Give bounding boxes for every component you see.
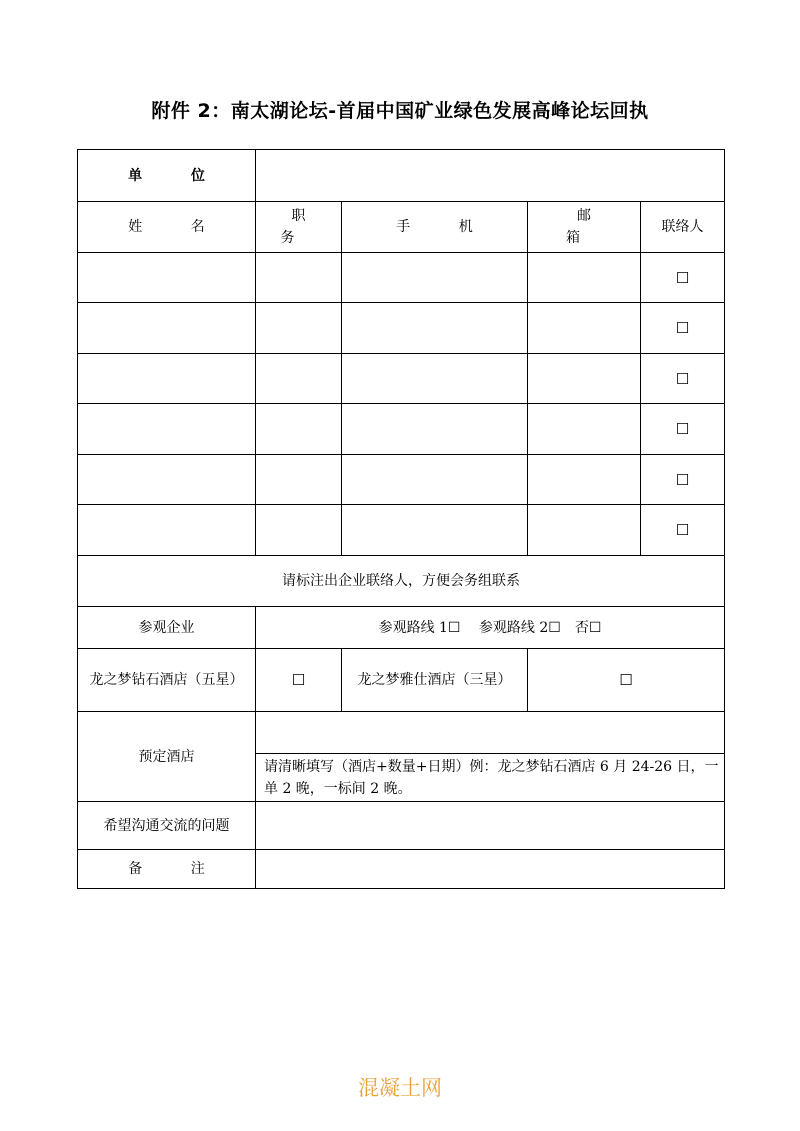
position-cell[interactable] <box>256 404 342 455</box>
position-cell[interactable] <box>256 303 342 354</box>
contact-checkbox[interactable]: ☐ <box>641 505 725 556</box>
mobile-cell[interactable] <box>342 404 528 455</box>
document-title: 附件 2：南太湖论坛-首届中国矿业绿色发展高峰论坛回执 <box>151 100 649 122</box>
mobile-cell[interactable] <box>342 253 528 303</box>
watermark-logo: 混凝土网 <box>358 1076 442 1100</box>
questions-input-cell[interactable] <box>256 802 725 850</box>
visit-row <box>78 607 725 649</box>
attendee-row <box>78 253 725 303</box>
visit-options[interactable]: 参观路线 1☐ 参观路线 2☐ 否☐ <box>256 607 725 649</box>
email-cell[interactable] <box>528 455 641 505</box>
contact-checkbox[interactable]: ☐ <box>641 253 725 303</box>
contact-checkbox[interactable]: ☐ <box>641 455 725 505</box>
contact-checkbox[interactable]: ☐ <box>641 303 725 354</box>
questions-label: 希望沟通交流的问题 <box>78 802 256 850</box>
questions-row <box>78 802 725 850</box>
attendee-row <box>78 303 725 354</box>
unit-label: 单 位 <box>78 150 256 202</box>
mobile-cell[interactable] <box>342 303 528 354</box>
hotel2-checkbox[interactable]: ☐ <box>528 649 725 712</box>
unit-input-cell[interactable] <box>256 150 725 202</box>
name-cell[interactable] <box>78 505 256 556</box>
mobile-cell[interactable] <box>342 505 528 556</box>
position-cell[interactable] <box>256 354 342 404</box>
booking-row <box>78 712 725 754</box>
remarks-row <box>78 850 725 889</box>
hotel2-label: 龙之梦雅仕酒店（三星） <box>342 649 528 712</box>
remarks-label: 备 注 <box>78 850 256 889</box>
col-header-name: 姓 名 <box>78 202 256 253</box>
col-header-mobile: 手 机 <box>342 202 528 253</box>
attendee-row <box>78 354 725 404</box>
attendee-row <box>78 404 725 455</box>
booking-input-cell[interactable] <box>256 712 725 754</box>
booking-label: 预定酒店 <box>78 712 256 802</box>
name-cell[interactable] <box>78 404 256 455</box>
position-cell[interactable] <box>256 505 342 556</box>
col-header-email: 邮 箱 <box>528 202 641 253</box>
visit-label: 参观企业 <box>78 607 256 649</box>
email-cell[interactable] <box>528 253 641 303</box>
col-header-position: 职 务 <box>256 202 342 253</box>
mobile-cell[interactable] <box>342 354 528 404</box>
contact-checkbox[interactable]: ☐ <box>641 354 725 404</box>
position-cell[interactable] <box>256 455 342 505</box>
col-header-contact: 联络人 <box>641 202 725 253</box>
name-cell[interactable] <box>78 354 256 404</box>
registration-form-table <box>77 149 725 889</box>
email-cell[interactable] <box>528 404 641 455</box>
header-row <box>78 202 725 253</box>
name-cell[interactable] <box>78 253 256 303</box>
contact-note: 请标注出企业联络人，方便会务组联系 <box>78 556 725 607</box>
attendee-row <box>78 505 725 556</box>
name-cell[interactable] <box>78 455 256 505</box>
attendee-row <box>78 455 725 505</box>
hotel-choice-row <box>78 649 725 712</box>
contact-note-row <box>78 556 725 607</box>
contact-checkbox[interactable]: ☐ <box>641 404 725 455</box>
unit-row <box>78 150 725 202</box>
email-cell[interactable] <box>528 505 641 556</box>
position-cell[interactable] <box>256 253 342 303</box>
email-cell[interactable] <box>528 303 641 354</box>
remarks-input-cell[interactable] <box>256 850 725 889</box>
mobile-cell[interactable] <box>342 455 528 505</box>
name-cell[interactable] <box>78 303 256 354</box>
email-cell[interactable] <box>528 354 641 404</box>
booking-hint: 请清晰填写（酒店+数量+日期）例：龙之梦钻石酒店 6 月 24-26 日，一单 2 晚，一标间 2 晚。 <box>256 754 725 802</box>
hotel1-checkbox[interactable]: ☐ <box>256 649 342 712</box>
hotel1-label: 龙之梦钻石酒店（五星） <box>78 649 256 712</box>
